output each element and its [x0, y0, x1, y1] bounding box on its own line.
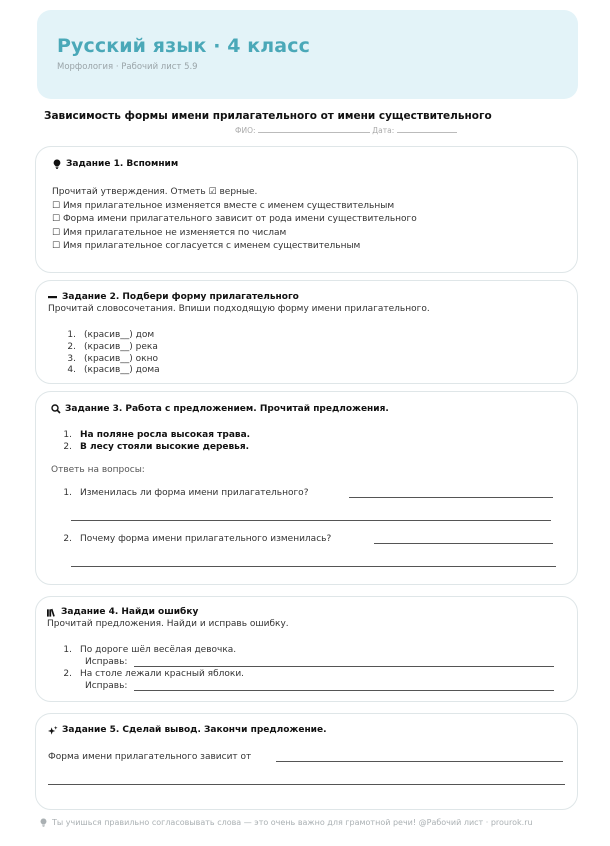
lightbulb-icon	[38, 817, 48, 827]
list-item[interactable]: 2. (красив__) река	[67, 341, 158, 352]
checkbox-icon[interactable]: ☐	[52, 200, 63, 211]
task-2-card	[35, 280, 578, 384]
date-label: Дата:	[372, 126, 395, 135]
answer-line[interactable]	[71, 566, 556, 567]
sparkles-icon	[48, 725, 58, 735]
task-2-heading: Задание 2. Подбери форму прилагательного	[48, 292, 299, 302]
error-item-2: 2. На столе лежали красный яблоки. Исправь:	[63, 669, 245, 691]
task-5-heading: Задание 5. Сделай вывод. Закончи предложение.	[48, 725, 327, 735]
books-icon	[47, 607, 57, 617]
task-2-instruction: Прочитай словосочетания. Впиши подходящую форму имени прилагательного.	[48, 304, 430, 314]
checkbox-icon[interactable]: ☐	[52, 214, 63, 224]
task-4-heading: Задание 4. Найди ошибку	[47, 607, 198, 617]
task-3-heading: Задание 3. Работа с предложением. Прочитай предложения.	[51, 404, 389, 414]
checkbox-icon[interactable]: ☐	[52, 227, 63, 238]
header-subtitle: Морфология · Рабочий лист 5.9	[57, 62, 198, 72]
answer-line[interactable]	[349, 497, 553, 498]
answer-line[interactable]	[374, 543, 553, 544]
task-3-card	[35, 391, 578, 585]
lightbulb-icon	[52, 159, 62, 169]
list-item: 1. На поляне росла высокая трава.	[63, 430, 251, 440]
list-item[interactable]: 4. (красив__) дома	[67, 365, 160, 376]
student-info-line	[235, 124, 457, 135]
checkbox-icon[interactable]: ☐	[52, 241, 63, 251]
conclusion-answer-line[interactable]	[48, 784, 565, 785]
conclusion-answer-line[interactable]	[276, 761, 563, 762]
task-4-card	[35, 596, 578, 702]
task-1-heading: Задание 1. Вспомним	[52, 159, 178, 169]
checkbox-item[interactable]: ☐ Форма имени прилагательного зависит от рода имени существительного	[52, 214, 417, 224]
footer-text: Ты учишься правильно согласовывать слова — это очень важно для грамотной речи! @Рабочий лист · prourok.ru	[52, 817, 533, 827]
question-1: 1. Изменилась ли форма имени прилагательного?	[63, 488, 309, 498]
sentence-list	[62, 430, 250, 454]
header-title: Русский язык · 4 класс	[57, 35, 310, 57]
questions-label: Ответь на вопросы:	[51, 465, 145, 475]
list-item[interactable]: 3. (красив__) окно	[67, 353, 158, 364]
checkbox-item[interactable]: ☐ Имя прилагательное согласуется с именем существительным	[52, 241, 361, 251]
task-1-card	[35, 146, 578, 273]
footer-note	[38, 817, 533, 827]
question-2: 2. Почему форма имени прилагательного изменилась?	[63, 534, 332, 544]
magnifier-icon	[51, 404, 61, 414]
fix-input-line[interactable]	[134, 666, 554, 667]
fix-input-line[interactable]	[134, 690, 554, 691]
answer-line[interactable]	[71, 520, 551, 521]
fio-field[interactable]	[258, 124, 370, 133]
task-1-instruction: Прочитай утверждения. Отметь ☑ верные.	[52, 187, 258, 197]
task-5-card	[35, 713, 578, 810]
date-field[interactable]	[397, 124, 457, 133]
list-item: 2. В лесу стояли высокие деревья.	[63, 441, 250, 452]
page-title: Зависимость формы имени прилагательного от имени существительного	[44, 110, 492, 122]
checkbox-item[interactable]: ☐ Имя прилагательное не изменяется по числам	[52, 227, 287, 238]
conclusion-prompt: Форма имени прилагательного зависит от	[48, 752, 252, 762]
list-item[interactable]: 1. (красив__) дом	[67, 330, 155, 340]
fio-label: ФИО:	[235, 126, 256, 135]
error-item-1: 1. По дороге шёл весёлая девочка. Исправь:	[63, 645, 237, 667]
checkbox-item[interactable]: ☐ Имя прилагательное изменяется вместе с именем существительным	[52, 200, 395, 211]
task-4-instruction: Прочитай предложения. Найди и исправь ошибку.	[47, 619, 289, 629]
worksheet-header	[37, 10, 578, 99]
dash-icon	[48, 292, 58, 302]
phrase-list	[66, 330, 160, 377]
